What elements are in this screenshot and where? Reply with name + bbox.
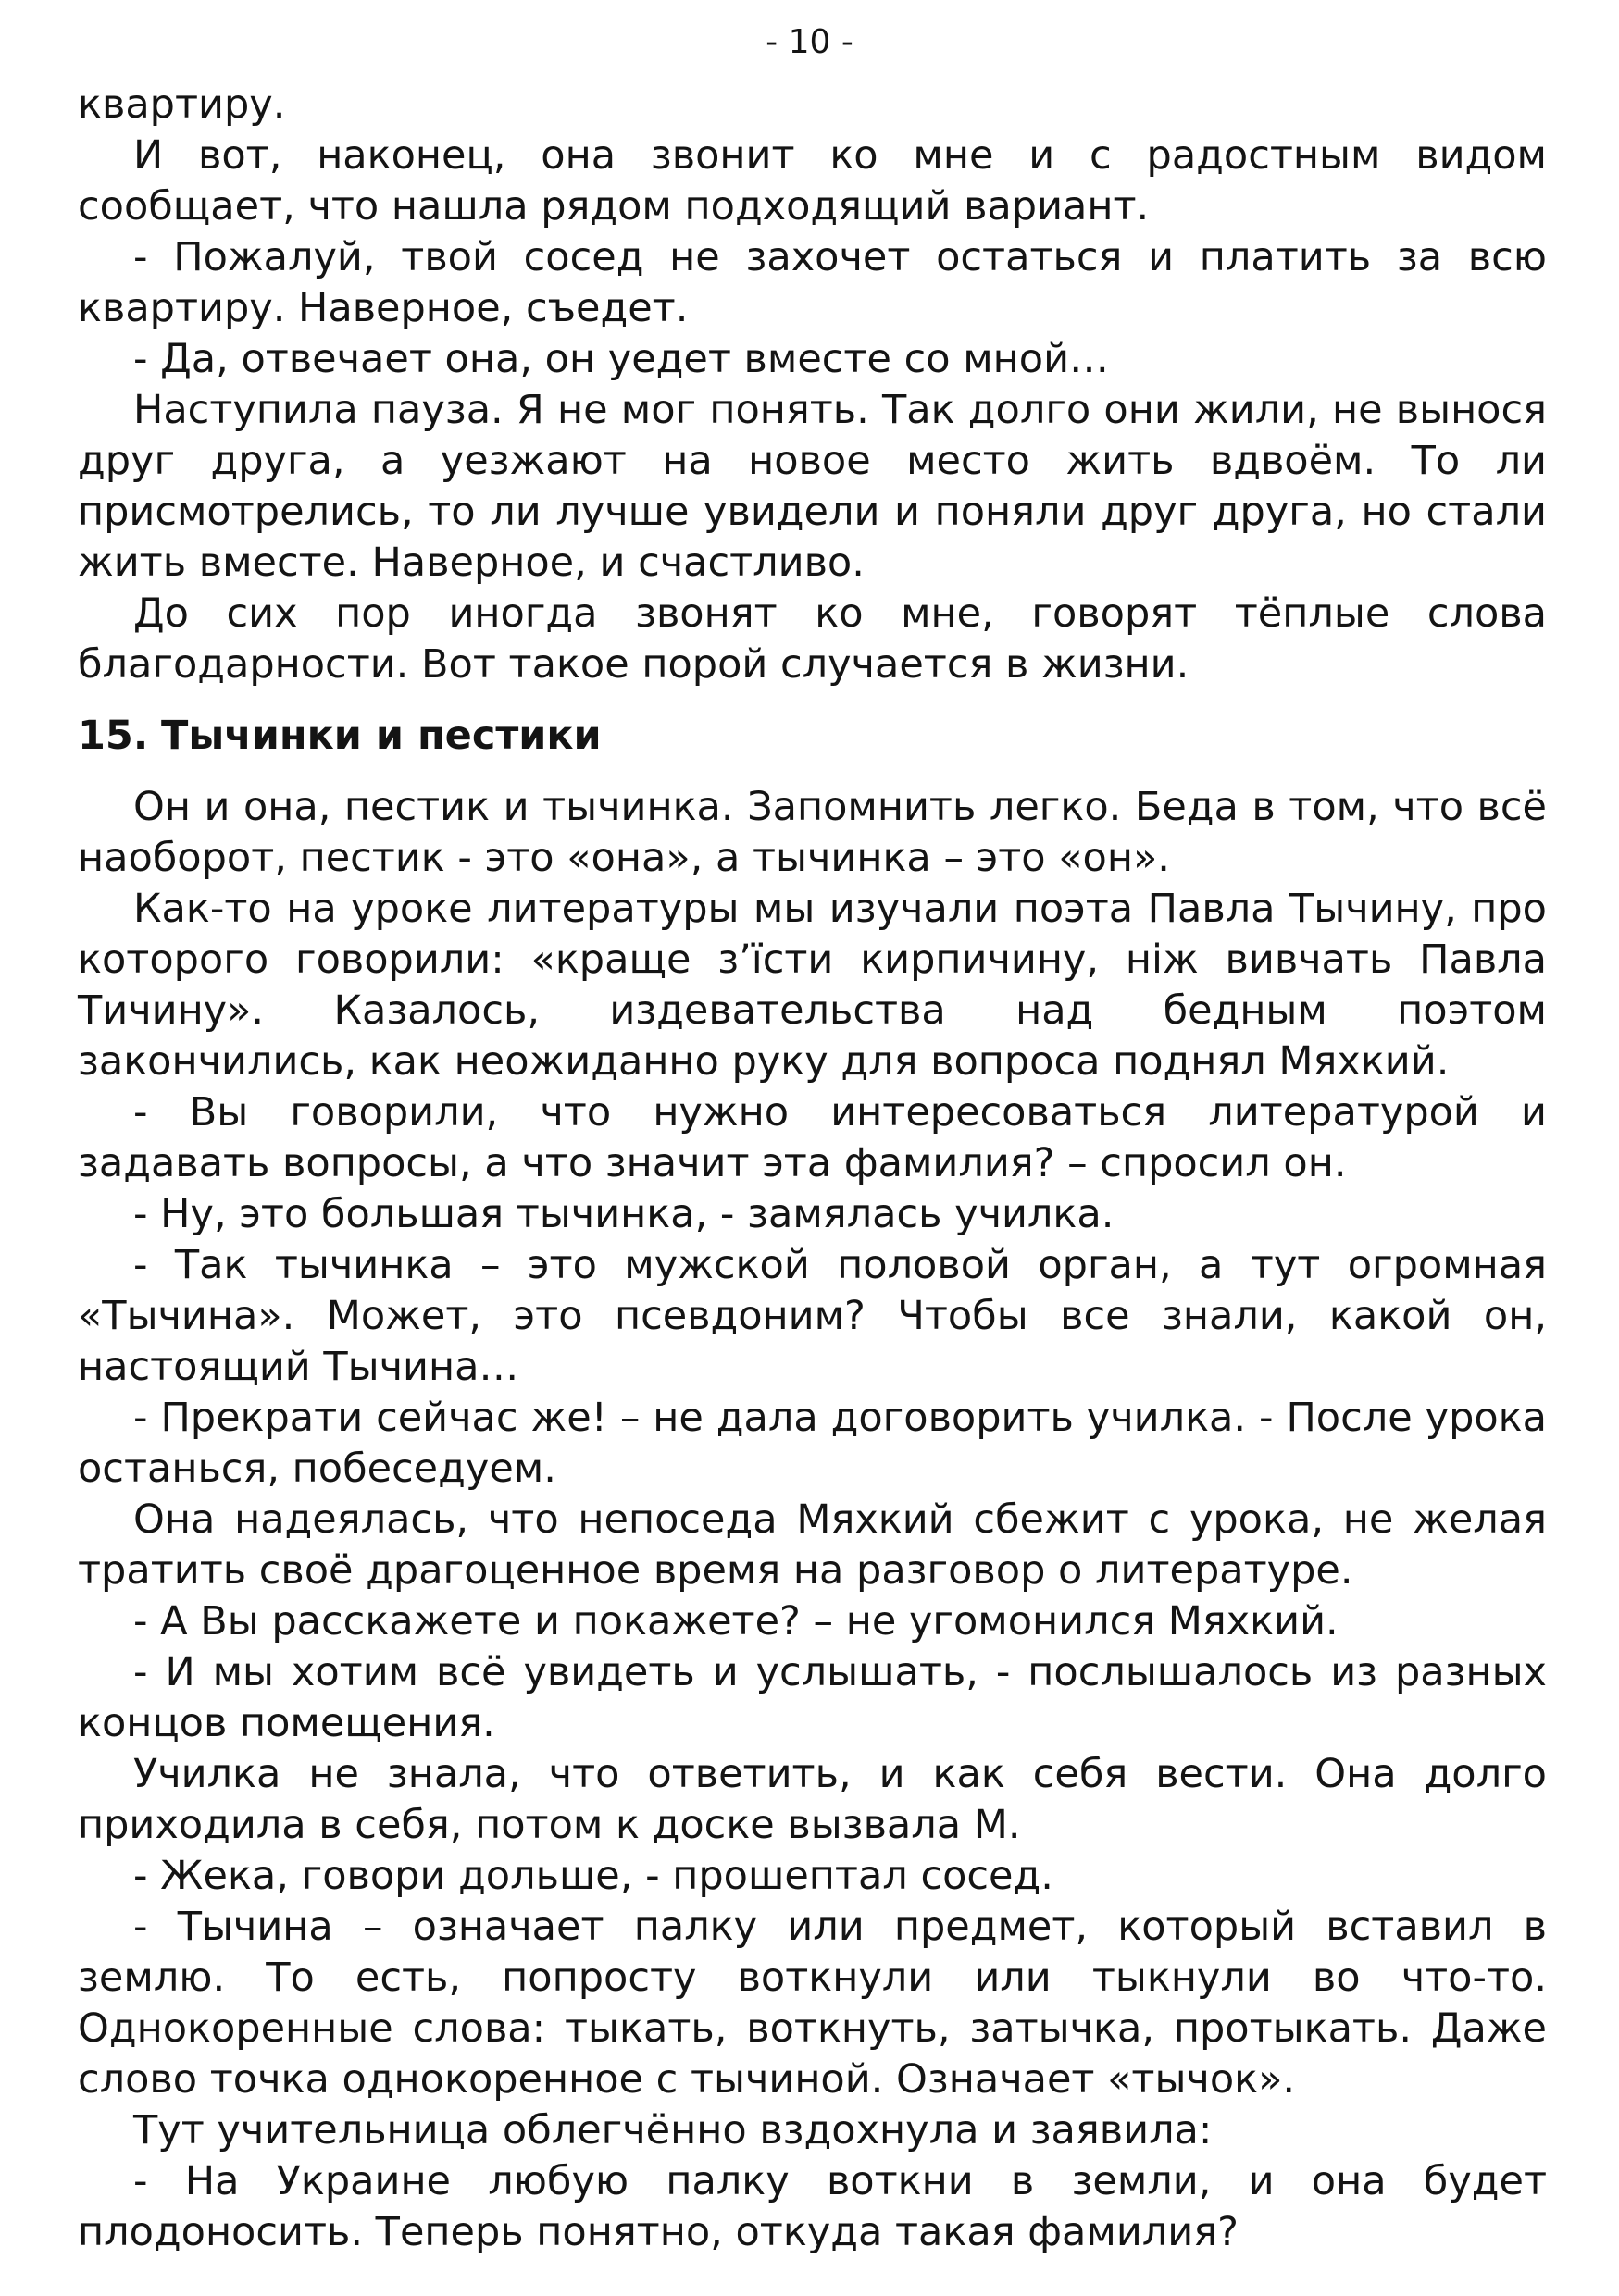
- paragraph: До сих пор иногда звонят ко мне, говорят тёплые слова благодарности. Вот такое порой случается в жизни.: [78, 590, 1547, 688]
- paragraph: - И мы хотим всё увидеть и услышать, - послышалось из разных концов помещения.: [78, 1649, 1547, 1746]
- paragraph: - Ну, это большая тычинка, - замялась училка.: [133, 1191, 1115, 1237]
- paragraph: Училка не знала, что ответить, и как себя вести. Она долго приходила в себя, потом к доске вызвала М.: [78, 1751, 1547, 1848]
- paragraph: Наступила пауза. Я не мог понять. Так долго они жили, не вынося друг друга, а уезжают на новое место жить вдвоём. То ли присмотрелись, то ли лучше увидели и поняли друг друга, но стали жить вместе. Наверное, и счастливо.: [78, 387, 1547, 586]
- paragraph: - Жека, говори дольше, - прошептал сосед.: [133, 1853, 1053, 1899]
- paragraph: Тут учительница облегчённо вздохнула и заявила:: [133, 2107, 1213, 2153]
- paragraph: - Прекрати сейчас же! – не дала договорить училка. - После урока останься, побеседуем.: [78, 1395, 1547, 1492]
- chapter-heading: [78, 711, 1547, 762]
- paragraph: - Так тычинка – это мужской половой орган, а тут огромная «Тычина». Может, это псевдоним? Чтобы все знали, какой он, настоящий Тычина…: [78, 1242, 1547, 1390]
- chapter-number: 15.: [78, 713, 149, 759]
- paragraph: квартиру.: [78, 81, 286, 128]
- paragraph: - А Вы расскажете и покажете? – не угомонился Мяхкий.: [133, 1598, 1339, 1644]
- paragraph: - На Украине любую палку воткни в земли, и она будет плодоносить. Теперь понятно, откуда такая фамилия?: [78, 2158, 1547, 2255]
- paragraph: - Пожалуй, твой сосед не захочет остаться и платить за всю квартиру. Наверное, съедет.: [78, 234, 1547, 331]
- paragraph: - Вы говорили, что нужно интересоваться литературой и задавать вопросы, а что значит эта фамилия? – спросил он.: [78, 1089, 1547, 1186]
- paragraph: Как-то на уроке литературы мы изучали поэта Павла Тычину, про которого говорили: «краще з’їсти кирпичину, ніж вивчать Павла Тичину». Казалось, издевательства над бедным поэтом закончились, как неожиданно руку для вопроса поднял Мяхкий.: [78, 886, 1547, 1085]
- paragraph: Она надеялась, что непоседа Мяхкий сбежит с урока, не желая тратить своё драгоценное время на разговор о литературе.: [78, 1496, 1547, 1594]
- paragraph: - Тычина – означает палку или предмет, который вставил в землю. То есть, попросту воткнули или тыкнули во что-то. Однокоренные слова: тыкать, воткнуть, затычка, протыкать. Даже слово точка однокоренное с тычиной. Означает «тычок».: [78, 1904, 1547, 2103]
- page-number: - 10 -: [766, 23, 853, 61]
- paragraph: - Да, отвечает она, он уедет вместе со мной…: [133, 336, 1110, 382]
- page-content: [78, 80, 1547, 2258]
- paragraph: Он и она, пестик и тычинка. Запомнить легко. Беда в том, что всё наоборот, пестик - это «она», а тычинка – это «он».: [78, 784, 1547, 881]
- chapter-title: Тычинки и пестики: [161, 713, 602, 759]
- paragraph: И вот, наконец, она звонит ко мне и с радостным видом сообщает, что нашла рядом подходящий вариант.: [78, 132, 1547, 230]
